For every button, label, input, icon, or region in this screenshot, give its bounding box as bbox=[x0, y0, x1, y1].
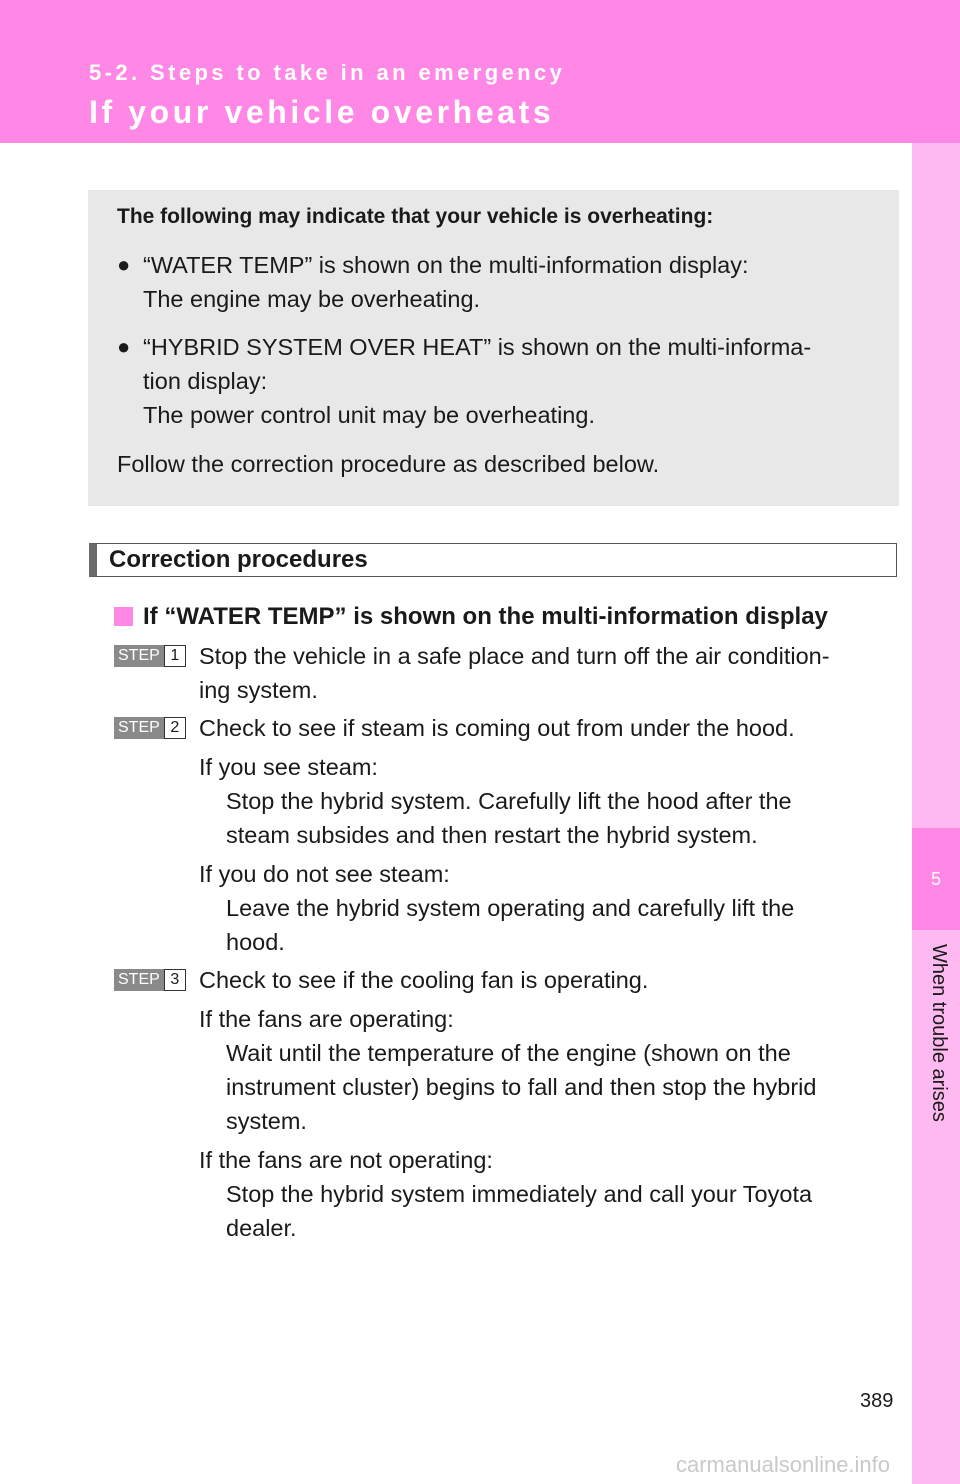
step-3-case-2-action: Stop the hybrid system immediately and call your Toyota bbox=[226, 1181, 813, 1207]
step-2-text: Check to see if steam is coming out from under the hood. bbox=[199, 715, 795, 741]
step-2-case-2-condition: If you do not see steam: bbox=[199, 861, 450, 887]
info-item-1-line1: “WATER TEMP” is shown on the multi-information display: bbox=[143, 252, 749, 278]
chapter-number-label: 5 bbox=[930, 868, 941, 889]
side-tab-label: When trouble arises bbox=[928, 944, 950, 1122]
step-badge-3 bbox=[114, 969, 186, 991]
correction-title: Correction procedures bbox=[109, 546, 368, 573]
step-3-text: Check to see if the cooling fan is operating. bbox=[199, 967, 649, 993]
step-number: 1 bbox=[164, 645, 186, 667]
step-1-text: Stop the vehicle in a safe place and turn off the air condition- bbox=[199, 643, 830, 669]
step-2-case-1-action-cont: steam subsides and then restart the hybrid system. bbox=[226, 822, 758, 848]
info-item-2-line2: tion display: bbox=[143, 368, 268, 394]
step-label: STEP bbox=[114, 645, 164, 667]
info-item-2-line1: “HYBRID SYSTEM OVER HEAT” is shown on the multi-informa- bbox=[143, 334, 812, 360]
page-number: 389 bbox=[860, 1390, 894, 1412]
step-2-case-1-action: Stop the hybrid system. Carefully lift the hood after the bbox=[226, 788, 792, 814]
step-2-case-2-action-cont: hood. bbox=[226, 929, 285, 955]
step-3-case-1-action-cont2: system. bbox=[226, 1108, 307, 1134]
step-label: STEP bbox=[114, 969, 164, 991]
step-badge-2 bbox=[114, 717, 186, 739]
square-bullet-icon bbox=[114, 607, 133, 626]
section-label: 5-2. Steps to take in an emergency bbox=[89, 60, 566, 85]
side-tab bbox=[912, 143, 960, 1484]
step-3-case-1-action-cont: instrument cluster) begins to fall and then stop the hybrid bbox=[226, 1074, 817, 1100]
watermark: carmanualsonline.info bbox=[676, 1452, 891, 1477]
step-3-case-1-action: Wait until the temperature of the engine (shown on the bbox=[226, 1040, 791, 1066]
info-item-2-line3: The power control unit may be overheating. bbox=[143, 402, 595, 428]
step-badge-1 bbox=[114, 645, 186, 667]
step-3-case-2-condition: If the fans are not operating: bbox=[199, 1147, 493, 1173]
info-item-1-line2: The engine may be overheating. bbox=[143, 286, 481, 312]
page-title: If your vehicle overheats bbox=[89, 94, 555, 130]
step-3-case-2-action-cont: dealer. bbox=[226, 1215, 297, 1241]
info-box-footer: Follow the correction procedure as described below. bbox=[117, 451, 660, 477]
info-box-heading: The following may indicate that your vehicle is overheating: bbox=[117, 205, 714, 228]
correction-subheading: If “WATER TEMP” is shown on the multi-information display bbox=[143, 603, 828, 630]
step-number: 3 bbox=[164, 969, 186, 991]
side-chapter-number[interactable] bbox=[912, 828, 960, 930]
step-2-case-2-action: Leave the hybrid system operating and carefully lift the bbox=[226, 895, 795, 921]
bullet-icon: ● bbox=[117, 334, 131, 359]
step-3-case-1-condition: If the fans are operating: bbox=[199, 1006, 454, 1032]
step-1-text-cont: ing system. bbox=[199, 677, 318, 703]
step-number: 2 bbox=[164, 717, 186, 739]
bullet-icon: ● bbox=[117, 252, 131, 277]
step-2-case-1-condition: If you see steam: bbox=[199, 754, 378, 780]
step-label: STEP bbox=[114, 717, 164, 739]
